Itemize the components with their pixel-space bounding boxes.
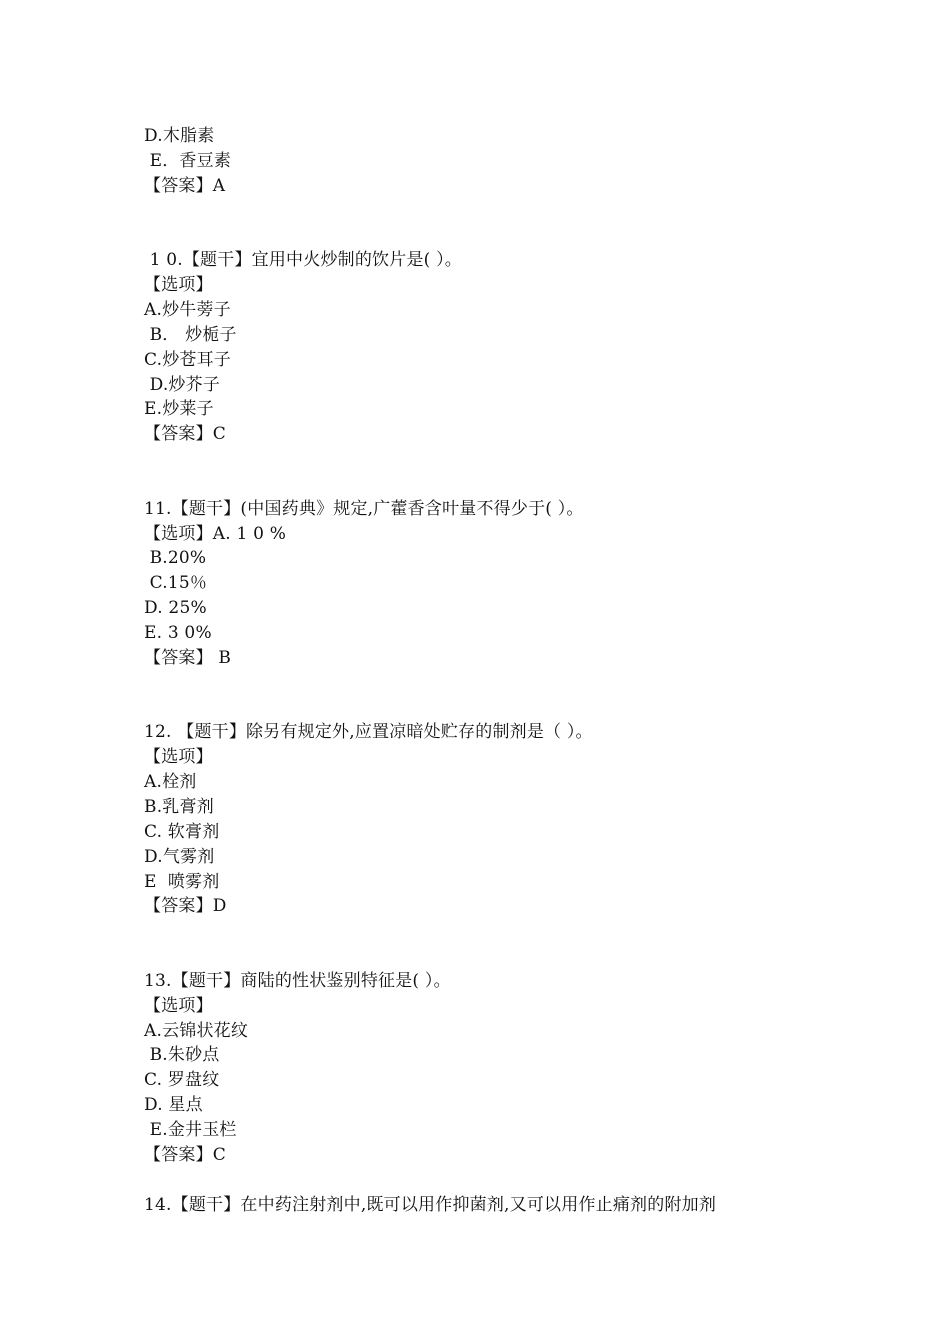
text-line: D.炒芥子 xyxy=(144,374,221,395)
text-line: B.20% xyxy=(144,548,207,569)
text-line: 13.【题干】商陆的性状鉴别特征是( ）。 xyxy=(144,970,451,991)
text-line: 【选项】 xyxy=(144,747,213,768)
text-line: 【答案】 B xyxy=(144,647,232,668)
text-line: B.朱砂点 xyxy=(144,1045,220,1066)
text-line: 【答案】C xyxy=(144,1144,227,1165)
text-line: C. 罗盘纹 xyxy=(144,1070,220,1091)
text-line: C.炒苍耳子 xyxy=(144,349,232,370)
text-line: C.15％ xyxy=(144,573,208,594)
text-line: A.栓剂 xyxy=(144,772,197,793)
text-line: 14.【题干】在中药注射剂中,既可以用作抑菌剂,又可以用作止痛剂的附加剂 xyxy=(144,1194,717,1215)
text-line: B.乳膏剂 xyxy=(144,796,214,817)
text-line: E.金井玉栏 xyxy=(144,1120,237,1140)
text-line: 【答案】A xyxy=(144,175,226,196)
text-line: D. 星点 xyxy=(144,1095,203,1116)
text-line: D.气雾剂 xyxy=(144,846,215,867)
text-line: 1 0.【题干】宜用中火炒制的饮片是( ）。 xyxy=(144,250,462,271)
text-line: 12. 【题干】除另有规定外,应置凉暗处贮存的制剂是（ ）。 xyxy=(144,722,593,743)
text-line: E 喷雾剂 xyxy=(144,871,220,892)
text-line: E.炒莱子 xyxy=(144,399,214,420)
text-line: 【选项】A. 1 0 % xyxy=(144,523,287,544)
text-line: E. 3 0% xyxy=(144,623,212,643)
text-line: 【选项】 xyxy=(144,995,213,1016)
text-line: E．香豆素 xyxy=(144,150,232,171)
text-line: C. 软膏剂 xyxy=(144,821,220,842)
text-line: B． 炒栀子 xyxy=(144,324,237,345)
text-line: D.木脂素 xyxy=(144,126,215,146)
text-line: D. 25% xyxy=(144,598,207,619)
text-line: 【答案】C xyxy=(144,424,227,445)
text-line: A.云锦状花纹 xyxy=(144,1020,249,1041)
text-line: A.炒牛蒡子 xyxy=(144,299,231,320)
text-line: 【选项】 xyxy=(144,275,213,296)
text-line: 【答案】D xyxy=(144,896,227,917)
text-line: 11.【题干】(中国药典》规定,广藿香含叶量不得少于( ）。 xyxy=(144,498,584,519)
